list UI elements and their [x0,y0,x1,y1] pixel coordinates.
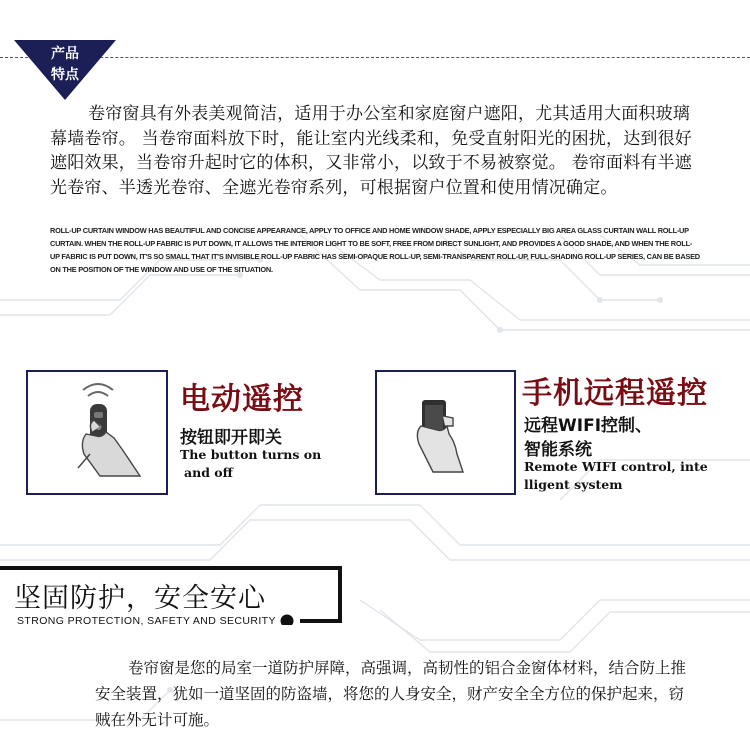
feature-title-remote: 电动遥控 [180,382,304,417]
feature-card-remote [26,370,168,495]
feature-card-phone [375,370,516,495]
feature-en-remote: The button turns on and off [180,447,322,480]
feature-subtitle-remote: 按钮即开即关 [180,428,282,448]
product-features-badge [12,40,118,100]
phone-hand-icon [377,372,514,493]
feature-en-phone: Remote WIFI control, inte lligent system [524,459,708,492]
bullet-dot-icon [281,615,294,626]
badge-line2: 特点 [51,67,79,83]
intro-paragraph-cn: 卷帘窗具有外表美观简洁，适用于办公室和家庭窗户遮阳，尤其适用大面积玻璃幕墙卷帘。 当卷帘面料放下时，能让室内光线柔和，免受直射阳光的困扰，达到很好遮阳效果，当卷帘升起时它的体积，又非常小，以致于不易被察觉。 卷帘面料有半遮光卷帘、半透光卷帘、全遮光卷帘系列，可根据窗户位置和使用情况确定。 [50,104,693,198]
intro-paragraph-en: ROLL-UP CURTAIN WINDOW HAS BEAUTIFUL AND CONCISE APPEARANCE, APPLY TO OFFICE AND HOME WINDOW SHADE, APPLY ESPECIALLY BIG AREA GLASS CURTAIN WALL ROLL-UP CURTAIN. WHEN THE ROLL-UP FABRIC IS PUT DOWN, IT ALLOWS THE INTERIOR LIGHT TO BE SOFT, FREE FROM DIRECT SUNLIGHT, AND PROVIDES A GOOD SHADE, AND WHEN THE ROLL-UP FABRIC IS PUT DOWN, IT'S SO SMALL THAT IT'S INVISIBLE ROLL-UP FABRIC HAS SEMI-OPAQUE ROLL-UP, SEMI-TRANSPARENT ROLL-UP, FULL-SHADING ROLL-UP SERIES, CAN BE BASED ON THE POSITION OF THE WINDOW AND USE OF THE SITUATION. [50,226,700,274]
security-section-body: 卷帘窗是您的局室一道防护屏障，高强调，高韧性的铝合金窗体材料，结合防上推安全装置，犹如一道坚固的防盗墙，将您的人身安全，财产安全全方位的保护起来，窃贼在外无计可施。 [95,659,687,729]
remote-hand-icon [28,372,166,493]
security-section-title: 坚固防护，安全安心 [14,583,266,614]
security-section-subtitle: STRONG PROTECTION, SAFETY AND SECURITY [17,615,276,627]
feature-subtitle-phone: 远程WIFI控制、 智能系统 [524,416,653,460]
feature-title-phone: 手机远程遥控 [522,376,708,411]
badge-line1: 产品 [51,46,79,62]
section-heading-frame [0,565,344,625]
